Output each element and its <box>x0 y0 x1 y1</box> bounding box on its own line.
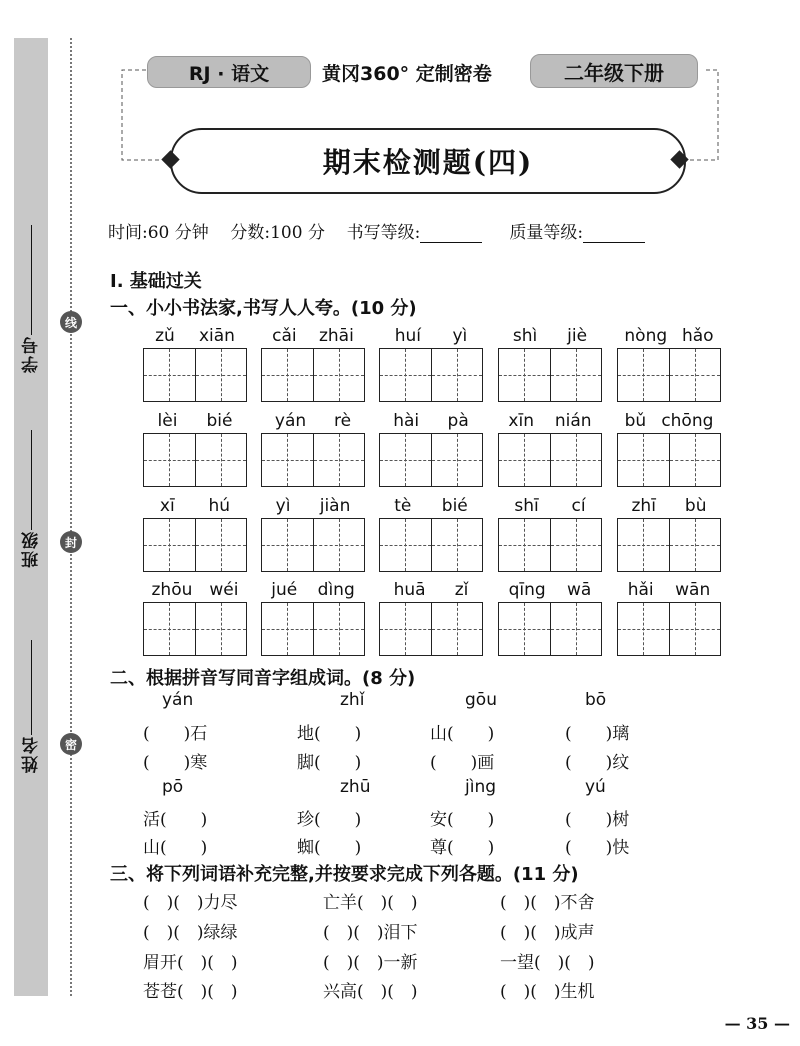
fill-blank[interactable]: ( )画 <box>430 753 495 773</box>
writing-cell[interactable] <box>499 349 550 401</box>
pinyin-label: gōu <box>465 690 497 710</box>
fill-blank[interactable]: ( )树 <box>565 810 630 830</box>
pinyin: jiè <box>567 326 588 346</box>
writing-cell[interactable] <box>262 603 313 655</box>
idiom-blank[interactable]: ( )( )生机 <box>500 982 595 1002</box>
pinyin-row <box>143 494 247 518</box>
writing-cell[interactable] <box>380 349 431 401</box>
writing-cell[interactable] <box>499 519 550 571</box>
word-box[interactable] <box>498 578 602 656</box>
word-box[interactable] <box>617 494 721 572</box>
fill-blank[interactable]: 安( ) <box>430 810 495 830</box>
writing-cell[interactable] <box>380 434 431 486</box>
word-box[interactable] <box>379 494 483 572</box>
fill-blank[interactable]: 山( ) <box>430 724 495 744</box>
pinyin-row <box>498 409 602 433</box>
writing-cell[interactable] <box>550 434 602 486</box>
seal-seal: 封 <box>60 531 82 553</box>
writing-cell[interactable] <box>431 603 483 655</box>
pinyin-row <box>261 578 365 602</box>
pinyin-label: jìng <box>465 777 497 797</box>
fill-blank[interactable]: 蜘( ) <box>297 838 362 858</box>
pinyin: tè <box>394 496 412 516</box>
student-id-field[interactable] <box>14 225 48 405</box>
fill-blank[interactable]: 珍( ) <box>297 810 362 830</box>
pinyin: bǔ <box>624 411 647 431</box>
pinyin: hǎo <box>681 326 714 346</box>
pinyin-row <box>143 578 247 602</box>
fill-blank[interactable]: ( )快 <box>565 838 630 858</box>
writing-cell[interactable] <box>313 603 365 655</box>
word-box[interactable] <box>617 324 721 402</box>
writing-cell[interactable] <box>262 519 313 571</box>
pinyin: hài <box>393 411 420 431</box>
word-box[interactable] <box>261 494 365 572</box>
pinyin-label: zhǐ <box>340 690 365 710</box>
pinyin-label: zhū <box>340 777 371 797</box>
brand-text: 黄冈360° 定制密卷 <box>322 63 492 85</box>
writing-cell[interactable] <box>499 603 550 655</box>
pinyin-label: yán <box>162 690 194 710</box>
pinyin-row <box>143 409 247 433</box>
student-id-label: 学号 <box>21 335 42 373</box>
word-box[interactable] <box>498 494 602 572</box>
pinyin: shī <box>514 496 539 516</box>
pinyin-row <box>261 494 365 518</box>
writing-cell[interactable] <box>144 519 195 571</box>
pinyin-row <box>617 494 721 518</box>
word-box[interactable] <box>143 578 247 656</box>
idiom-blank[interactable]: ( )( )泪下 <box>323 923 418 943</box>
class-field[interactable] <box>14 430 48 605</box>
pinyin-row <box>498 578 602 602</box>
pinyin-row <box>261 324 365 348</box>
exam-meta <box>108 218 645 243</box>
word-box[interactable] <box>498 324 602 402</box>
pinyin: pà <box>447 411 469 431</box>
pinyin-label: pō <box>162 777 184 797</box>
writing-cell[interactable] <box>669 434 721 486</box>
pinyin-row <box>379 324 483 348</box>
idiom-blank[interactable]: ( )( )不舍 <box>500 893 595 913</box>
pinyin: zhāi <box>318 326 354 346</box>
pinyin: zǔ <box>155 326 175 346</box>
writing-cell[interactable] <box>262 349 313 401</box>
pinyin: rè <box>334 411 352 431</box>
pinyin: zhī <box>631 496 656 516</box>
pinyin: yì <box>275 496 291 516</box>
fill-blank[interactable]: ( )石 <box>143 724 208 744</box>
word-box[interactable] <box>617 409 721 487</box>
cut-line <box>70 38 72 996</box>
writing-cell[interactable] <box>618 349 669 401</box>
word-box[interactable] <box>261 324 365 402</box>
writing-cell[interactable] <box>431 519 483 571</box>
idiom-blank[interactable]: 苍苍( )( ) <box>143 982 238 1002</box>
word-box[interactable] <box>261 578 365 656</box>
pinyin: bié <box>206 411 233 431</box>
pinyin: jué <box>271 580 298 600</box>
writing-cell[interactable] <box>144 349 195 401</box>
writing-cell[interactable] <box>380 519 431 571</box>
writing-cell[interactable] <box>380 603 431 655</box>
pinyin: yì <box>452 326 468 346</box>
pinyin: bié <box>441 496 468 516</box>
pinyin: chōng <box>661 411 714 431</box>
writing-cell[interactable] <box>195 349 247 401</box>
subject-badge: RJ · 语文 <box>147 56 311 88</box>
pinyin: zhōu <box>151 580 193 600</box>
q1-title: 一、小小书法家,书写人人夸。(10 分) <box>110 298 417 319</box>
page-number: — 35 — <box>724 1014 790 1033</box>
idiom-blank[interactable]: ( )( )一新 <box>323 953 418 973</box>
name-label: 姓名 <box>21 735 42 773</box>
q2-title: 二、根据拼音写同音字组成词。(8 分) <box>110 668 416 689</box>
pinyin: yán <box>274 411 307 431</box>
time-text: 时间:60 分钟 <box>108 223 209 243</box>
fill-blank[interactable]: 脚( ) <box>297 753 362 773</box>
pinyin: zǐ <box>454 580 469 600</box>
writing-grade-blank[interactable] <box>420 242 482 243</box>
quality-grade-blank[interactable] <box>583 242 645 243</box>
pinyin: cǎi <box>272 326 297 346</box>
pinyin: xī <box>159 496 175 516</box>
class-label: 班级 <box>21 530 42 568</box>
writing-cell[interactable] <box>195 519 247 571</box>
pinyin: huā <box>393 580 426 600</box>
pinyin-label: bō <box>585 690 607 710</box>
pinyin: qīng <box>508 580 546 600</box>
word-box[interactable] <box>379 409 483 487</box>
word-box[interactable] <box>143 409 247 487</box>
word-box[interactable] <box>143 324 247 402</box>
pinyin-row <box>617 324 721 348</box>
pinyin: hǎi <box>627 580 654 600</box>
word-box[interactable] <box>498 409 602 487</box>
fill-blank[interactable]: ( )璃 <box>565 724 630 744</box>
pinyin: cí <box>571 496 586 516</box>
pinyin: jiàn <box>319 496 351 516</box>
writing-cell[interactable] <box>499 434 550 486</box>
fill-blank[interactable]: 山( ) <box>143 838 208 858</box>
seal-secret: 密 <box>60 733 82 755</box>
pinyin: nòng <box>624 326 668 346</box>
idiom-blank[interactable]: 一望( )( ) <box>500 953 595 973</box>
pinyin: nián <box>554 411 592 431</box>
pinyin-row <box>379 494 483 518</box>
pinyin-row <box>261 409 365 433</box>
idiom-blank[interactable]: 兴高( )( ) <box>323 982 418 1002</box>
writing-cell[interactable] <box>144 603 195 655</box>
fill-blank[interactable]: 活( ) <box>143 810 208 830</box>
word-box[interactable] <box>143 494 247 572</box>
writing-cell[interactable] <box>313 519 365 571</box>
writing-cell[interactable] <box>618 603 669 655</box>
pinyin: dìng <box>317 580 355 600</box>
pinyin: wéi <box>209 580 239 600</box>
writing-cell[interactable] <box>313 349 365 401</box>
pinyin: huí <box>394 326 421 346</box>
writing-cell[interactable] <box>550 519 602 571</box>
word-box[interactable] <box>261 409 365 487</box>
pinyin-row <box>617 409 721 433</box>
pinyin-row <box>379 409 483 433</box>
q3-title: 三、将下列词语补充完整,并按要求完成下列各题。(11 分) <box>110 864 579 885</box>
pinyin: lèi <box>157 411 178 431</box>
word-box[interactable] <box>379 578 483 656</box>
writing-grade-label: 书写等级: <box>346 223 421 243</box>
pinyin-row <box>143 324 247 348</box>
writing-cell[interactable] <box>431 434 483 486</box>
idiom-blank[interactable]: 眉开( )( ) <box>143 953 238 973</box>
part-heading: Ⅰ. 基础过关 <box>110 271 202 292</box>
pinyin: wān <box>675 580 711 600</box>
writing-cell[interactable] <box>550 349 602 401</box>
writing-cell[interactable] <box>195 434 247 486</box>
idiom-blank[interactable]: ( )( )绿绿 <box>143 923 238 943</box>
score-text: 分数:100 分 <box>230 223 325 243</box>
writing-cell[interactable] <box>431 349 483 401</box>
page-title: 期末检测题(四) <box>170 128 686 194</box>
idiom-blank[interactable]: 亡羊( )( ) <box>323 893 418 913</box>
pinyin: wā <box>567 580 592 600</box>
pinyin-row <box>498 324 602 348</box>
seal-line: 线 <box>60 311 82 333</box>
writing-cell[interactable] <box>195 603 247 655</box>
pinyin: xiān <box>198 326 235 346</box>
pinyin: xīn <box>508 411 534 431</box>
pinyin-row <box>617 578 721 602</box>
word-box[interactable] <box>379 324 483 402</box>
quality-grade-label: 质量等级: <box>509 223 584 243</box>
writing-cell[interactable] <box>313 434 365 486</box>
writing-cell[interactable] <box>669 349 721 401</box>
idiom-blank[interactable]: ( )( )力尽 <box>143 893 238 913</box>
fill-blank[interactable]: 尊( ) <box>430 838 495 858</box>
writing-cell[interactable] <box>669 603 721 655</box>
idiom-blank[interactable]: ( )( )成声 <box>500 923 595 943</box>
pinyin-row <box>379 578 483 602</box>
pinyin: hú <box>208 496 231 516</box>
name-field[interactable] <box>14 640 48 790</box>
writing-cell[interactable] <box>144 434 195 486</box>
grade-badge: 二年级下册 <box>530 54 698 88</box>
writing-cell[interactable] <box>669 519 721 571</box>
pinyin: bù <box>684 496 707 516</box>
pinyin: shì <box>512 326 538 346</box>
fill-blank[interactable]: 地( ) <box>297 724 362 744</box>
fill-blank[interactable]: ( )寒 <box>143 753 208 773</box>
writing-cell[interactable] <box>618 434 669 486</box>
writing-cell[interactable] <box>262 434 313 486</box>
fill-blank[interactable]: ( )纹 <box>565 753 630 773</box>
writing-cell[interactable] <box>550 603 602 655</box>
pinyin-row <box>498 494 602 518</box>
writing-cell[interactable] <box>618 519 669 571</box>
word-box[interactable] <box>617 578 721 656</box>
pinyin-label: yú <box>585 777 606 797</box>
